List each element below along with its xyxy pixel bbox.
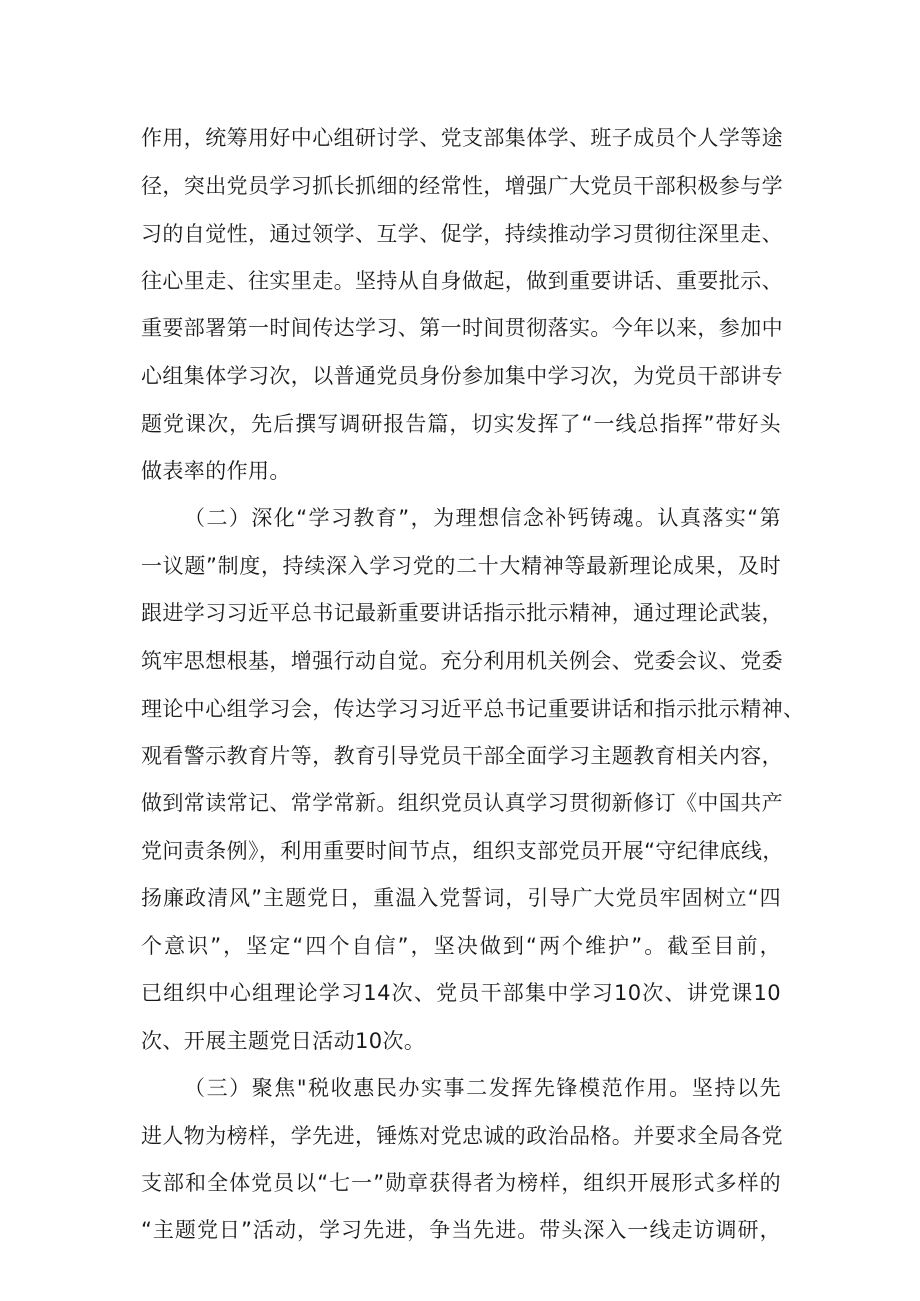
text-line: 径，突出党员学习抓长抓细的经常性，增强广大党员干部积极参与学 [141, 174, 783, 198]
text-line: 心组集体学习次，以普通党员身份参加集中学习次，为党员干部讲专 [141, 364, 783, 388]
text-line: 题党课次，先后撰写调研报告篇，切实发挥了“一线总指挥”带好头 [141, 412, 781, 436]
text-line: 做表率的作用。 [141, 459, 291, 483]
text-line: 理论中心组学习会，传达学习习近平总书记重要讲话和指示批示精神、 [141, 697, 805, 721]
text-line: 进人物为榜样，学先进，锤炼对党忠诚的政治品格。并要求全局各党 [141, 1124, 783, 1148]
text-line: 作用，统筹用好中心组研讨学、党支部集体学、班子成员个人学等途 [141, 126, 783, 150]
text-line: 做到常读常记、常学常新。组织党员认真学习贯彻新修订《中国共产 [141, 791, 783, 815]
text-line: 一议题”制度，持续深入学习党的二十大精神等最新理论成果，及时 [141, 554, 781, 578]
text-line: 扬廉政清风”主题党日，重温入党誓词，引导广大党员牢固树立“四 [141, 886, 781, 910]
text-line: 党问责条例》，利用重要时间节点，组织支部党员开展“守纪律底线， [141, 839, 784, 863]
text-line: 支部和全体党员以“七一”勋章获得者为榜样，组织开展形式多样的 [141, 1171, 781, 1195]
text-line: 已组织中心组理论学习14次、党员干部集中学习10次、讲党课10 [141, 981, 781, 1005]
text-line: 个意识”，坚定“四个自信”，坚决做到“两个维护”。截至目前， [141, 934, 781, 958]
text-line: 跟进学习习近平总书记最新重要讲话指示批示精神，通过理论武装， [141, 601, 783, 625]
section-heading-line: （二）深化“学习教育”，为理想信念补钙铸魂。认真落实“第 [184, 506, 781, 530]
text-line: 往心里走、往实里走。坚持从自身做起，做到重要讲话、重要批示、 [141, 269, 783, 293]
text-line: 次、开展主题党日活动10次。 [141, 1029, 426, 1053]
text-line: 习的自觉性，通过领学、互学、促学，持续推动学习贯彻往深里走、 [141, 222, 783, 246]
text-line: 筑牢思想根基，增强行动自觉。充分利用机关例会、党委会议、党委 [141, 649, 783, 673]
text-line: 重要部署第一时间传达学习、第一时间贯彻落实。今年以来，参加中 [141, 316, 783, 340]
text-line: 观看警示教育片等，教育引导党员干部全面学习主题教育相关内容， [141, 744, 783, 768]
section-heading-line: （三）聚焦"税收惠民办实事二发挥先锋模范作用。坚持以先 [184, 1076, 781, 1100]
text-line: “主题党日”活动，学习先进，争当先进。带头深入一线走访调研， [141, 1218, 781, 1242]
